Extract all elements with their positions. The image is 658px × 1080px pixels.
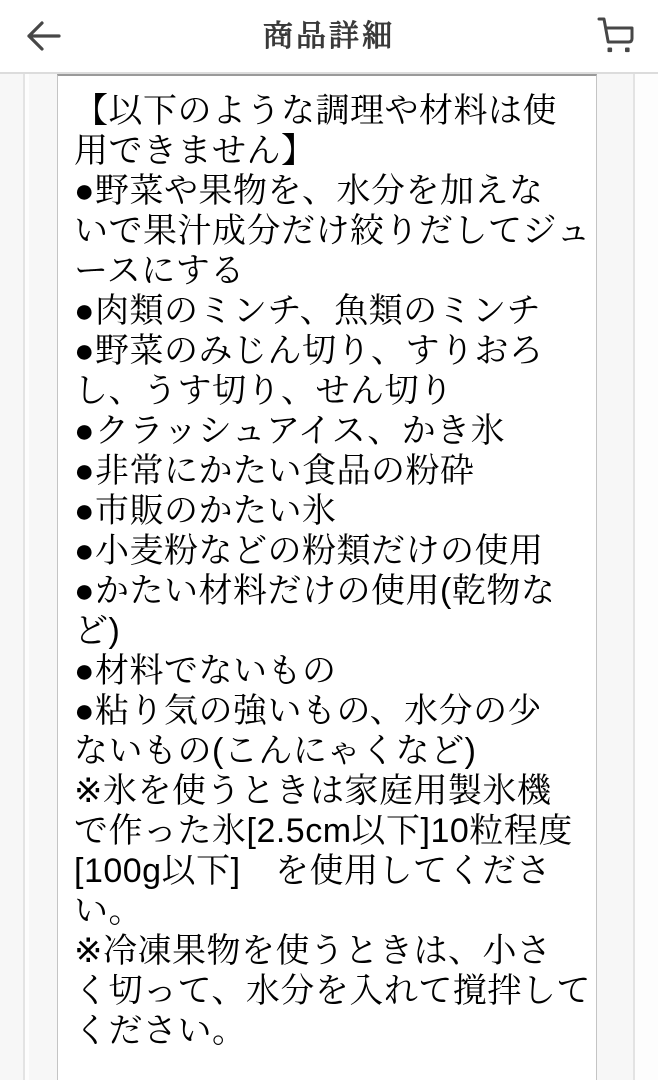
text-line: し、うす切り、せん切り	[74, 372, 454, 410]
text-line: 【以下のような調理や材料は使	[74, 92, 557, 130]
text-line: で作った氷[2.5cm以下]10粒程度	[74, 812, 573, 850]
text-line: ないもの(こんにゃくなど)	[74, 732, 477, 770]
description-text	[74, 91, 590, 1051]
right-table-border	[633, 74, 635, 1080]
text-line: ●材料でないもの	[74, 652, 337, 690]
text-line: ●かたい材料だけの使用(乾物な	[74, 572, 556, 610]
back-arrow-icon	[21, 16, 65, 56]
left-gutter-strip	[25, 74, 29, 1080]
back-button[interactable]	[14, 7, 72, 65]
text-line: ●肉類のミンチ、魚類のミンチ	[74, 292, 542, 330]
text-line: ※冷凍果物を使うときは、小さ	[74, 932, 552, 970]
text-line: ど)	[74, 612, 121, 650]
text-line: ●野菜や果物を、水分を加えな	[74, 172, 544, 210]
text-line: [100g以下] を使用してくださ	[74, 852, 552, 890]
text-line: ●小麦粉などの粉類だけの使用	[74, 532, 544, 570]
text-line: ●野菜のみじん切り、すりおろ	[74, 332, 544, 370]
text-line: いで果汁成分だけ絞りだしてジュ	[74, 212, 591, 250]
left-table-border	[23, 74, 25, 1080]
description-warning-box	[57, 74, 597, 1080]
product-detail-scroll-area[interactable]	[0, 74, 658, 1080]
shopping-cart-icon	[592, 15, 638, 57]
text-line: ●クラッシュアイス、かき氷	[74, 412, 506, 450]
text-line: い。	[74, 892, 143, 930]
page-title: 商品詳細	[263, 20, 395, 54]
text-line: く切って、水分を入れて撹拌して	[74, 972, 591, 1010]
text-line: 用できません】	[74, 132, 316, 170]
cart-button[interactable]	[586, 7, 644, 65]
text-line: ●非常にかたい食品の粉砕	[74, 452, 475, 490]
text-line: ください。	[74, 1012, 247, 1050]
right-gutter-strip	[635, 74, 658, 1080]
text-line: ースにする	[74, 252, 245, 290]
app-header	[0, 0, 658, 74]
text-line: ●粘り気の強いもの、水分の少	[74, 692, 543, 730]
text-line: ※氷を使うときは家庭用製氷機	[74, 772, 552, 810]
text-line: ●市販のかたい氷	[74, 492, 337, 530]
